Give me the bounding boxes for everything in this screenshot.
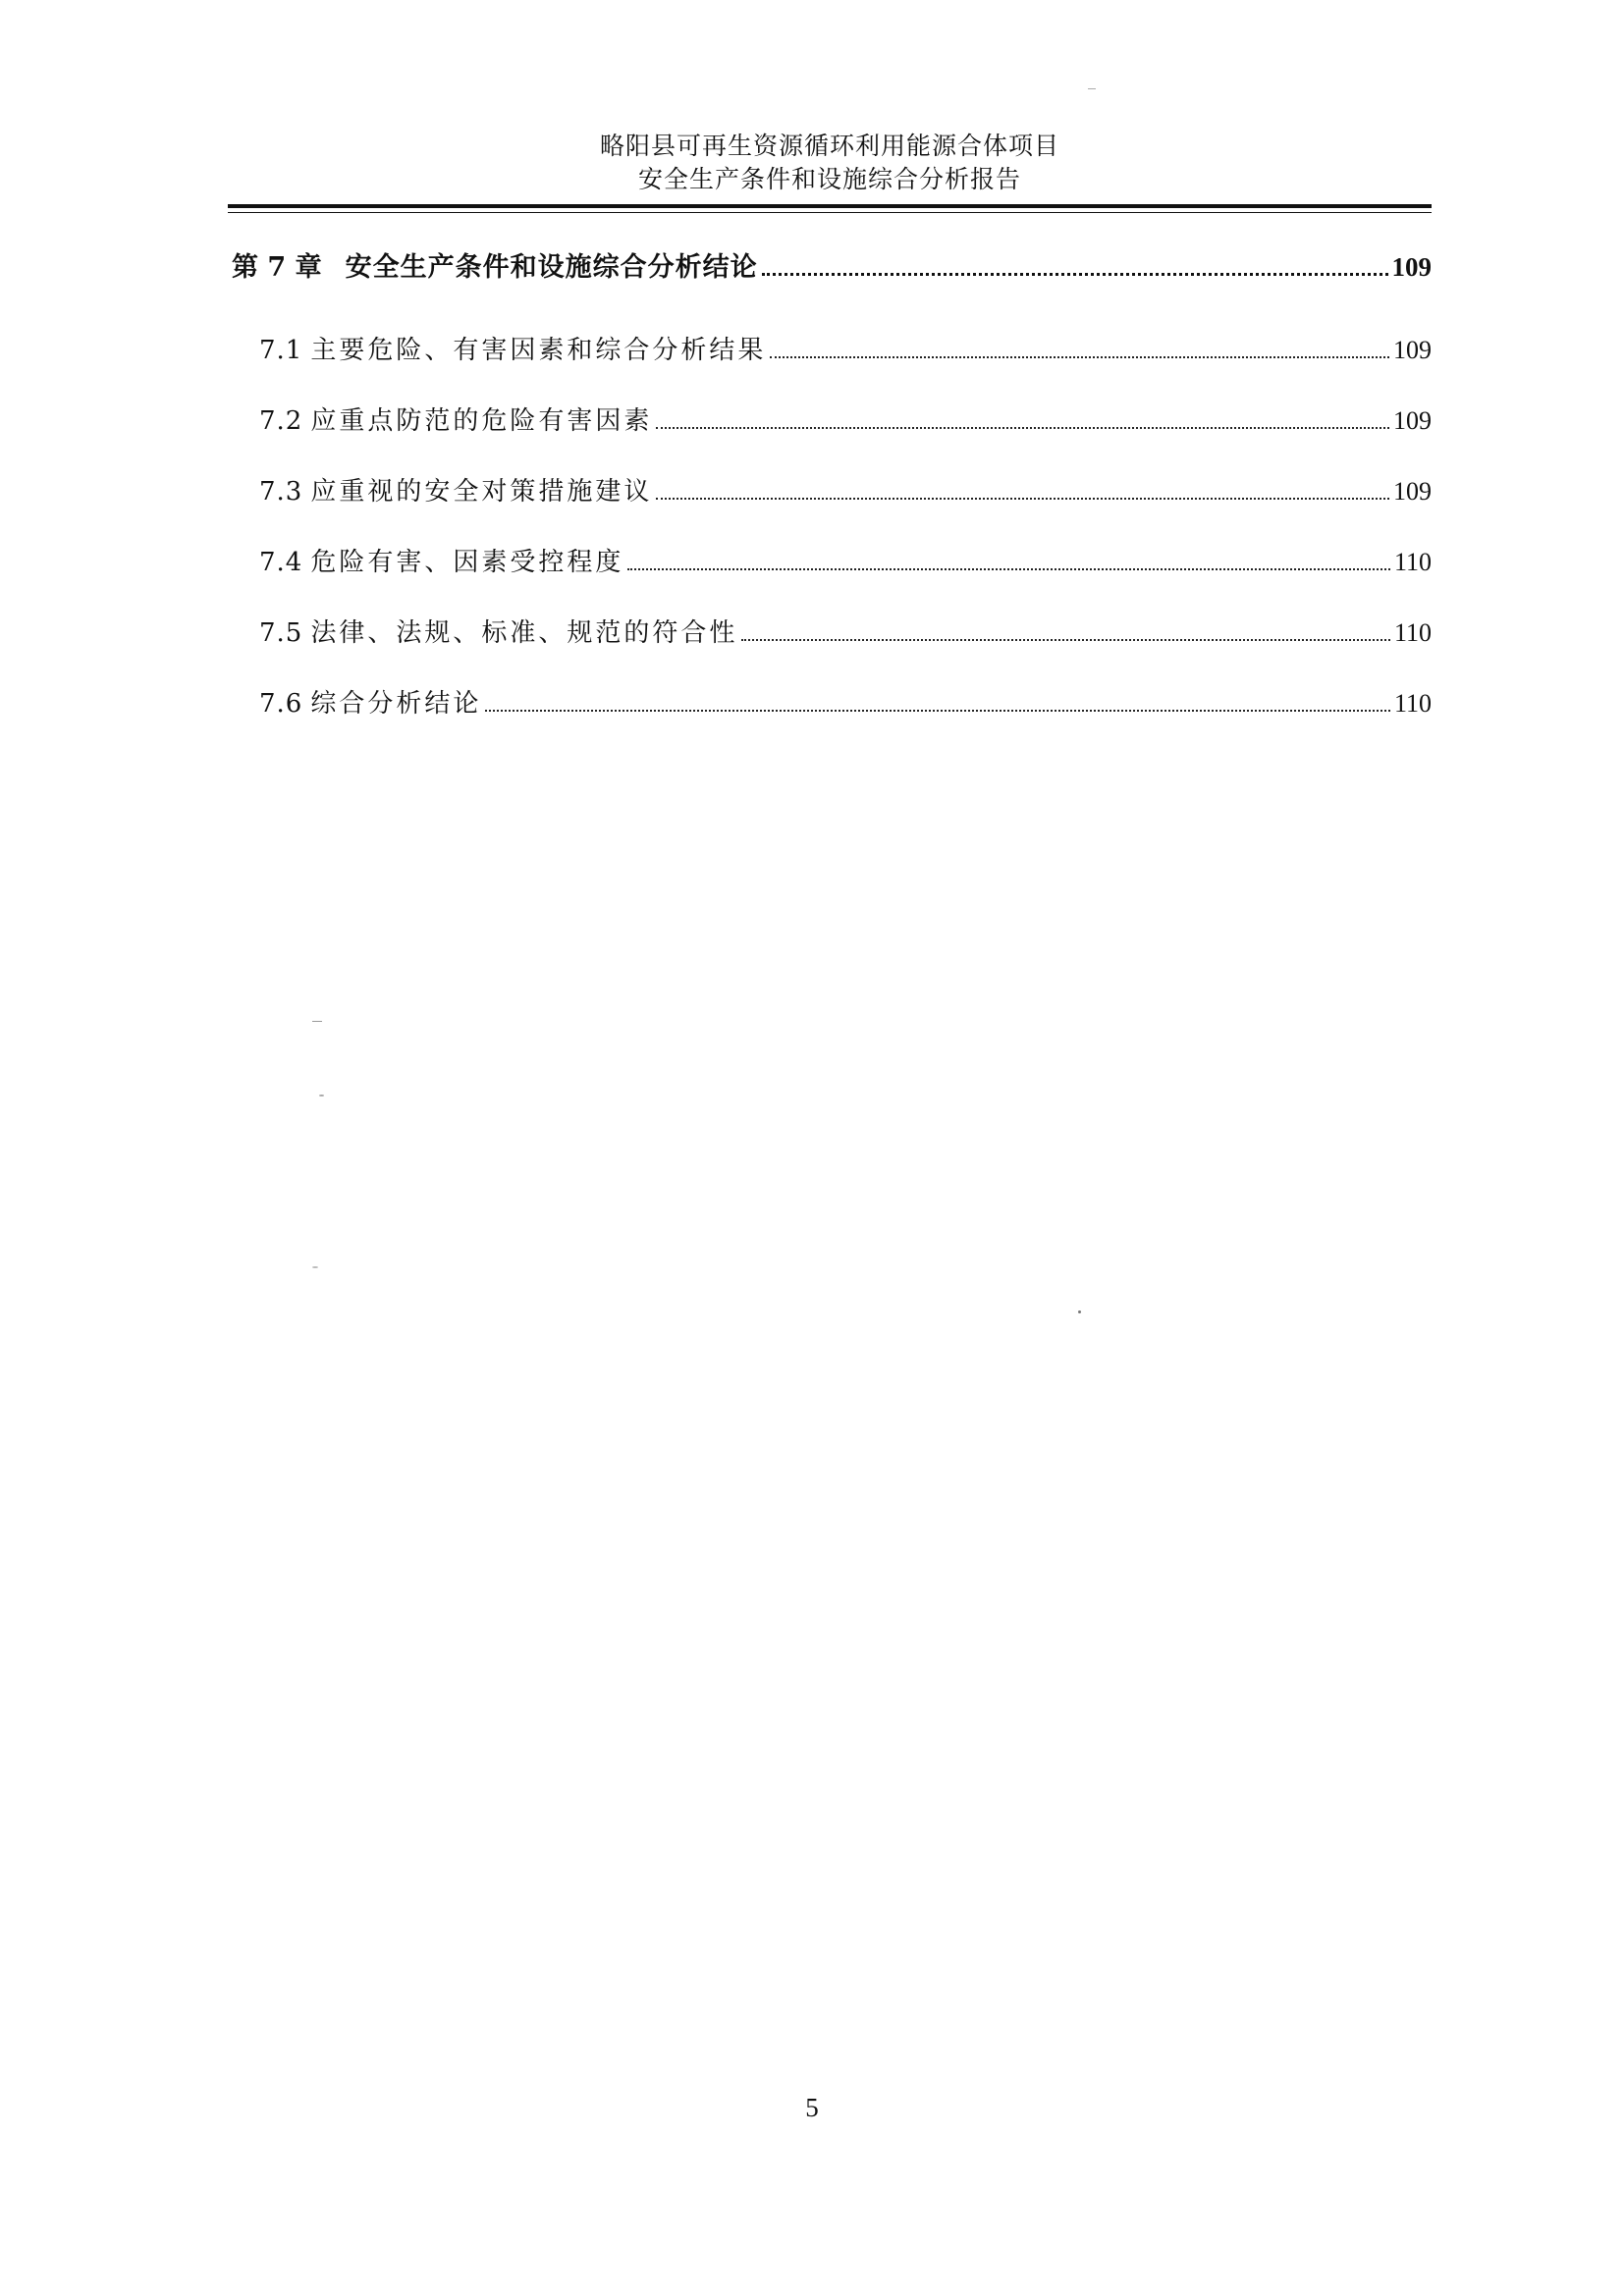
- toc-chapter-7[interactable]: [232, 245, 1432, 296]
- toc-section-7-6[interactable]: [232, 683, 1432, 754]
- toc-section-title: 法律、法规、标准、规范的符合性: [310, 618, 738, 648]
- toc-leader-dots: [485, 710, 1390, 712]
- toc-section-7-5[interactable]: [232, 613, 1432, 683]
- toc-page-number: 109: [1393, 477, 1432, 506]
- toc-chapter-number: 第 7 章: [232, 252, 322, 283]
- header-rule-thin: [228, 212, 1432, 213]
- toc-section-7-2[interactable]: [232, 400, 1432, 471]
- toc-section-title: 应重点防范的危险有害因素: [310, 406, 653, 436]
- table-of-contents: [232, 245, 1432, 754]
- scan-speck: [1078, 1310, 1081, 1313]
- toc-page-number: 110: [1393, 548, 1432, 576]
- toc-section-7-4[interactable]: [232, 542, 1432, 613]
- toc-section-title: 综合分析结论: [310, 689, 482, 719]
- toc-leader-dots: [762, 273, 1388, 276]
- toc-chapter-title: 安全生产条件和设施综合分析结论: [345, 252, 758, 283]
- page-number: 5: [805, 2093, 819, 2122]
- toc-section-number: 7.3: [259, 477, 303, 507]
- running-header: [228, 130, 1432, 196]
- header-project-title: 略阳县可再生资源循环利用能源合体项目: [599, 132, 1059, 160]
- toc-section-title: 应重视的安全对策措施建议: [310, 477, 653, 507]
- scan-speck: [312, 1021, 322, 1022]
- toc-page-number: 109: [1393, 336, 1432, 364]
- toc-leader-dots: [656, 427, 1389, 429]
- toc-section-title: 危险有害、因素受控程度: [310, 548, 624, 577]
- toc-page-number: 110: [1393, 689, 1432, 718]
- toc-page-number: 109: [1391, 252, 1432, 282]
- toc-leader-dots: [741, 639, 1390, 641]
- scan-speck: [312, 1266, 318, 1268]
- scan-speck: [1088, 88, 1096, 89]
- toc-section-7-1[interactable]: [232, 330, 1432, 400]
- header-report-title: 安全生产条件和设施综合分析报告: [637, 165, 1021, 193]
- toc-section-title: 主要危险、有害因素和综合分析结果: [310, 336, 767, 365]
- toc-section-number: 7.4: [259, 548, 303, 577]
- toc-section-7-3[interactable]: [232, 471, 1432, 542]
- toc-section-number: 7.5: [259, 618, 303, 648]
- toc-leader-dots: [627, 568, 1390, 570]
- toc-section-number: 7.2: [259, 406, 303, 436]
- toc-section-number: 7.6: [259, 689, 303, 719]
- toc-leader-dots: [656, 498, 1389, 500]
- scan-speck: [319, 1095, 324, 1096]
- toc-page-number: 109: [1393, 406, 1432, 435]
- toc-leader-dots: [770, 356, 1389, 358]
- toc-section-number: 7.1: [259, 336, 303, 365]
- toc-page-number: 110: [1393, 618, 1432, 647]
- header-rule-thick: [228, 204, 1432, 208]
